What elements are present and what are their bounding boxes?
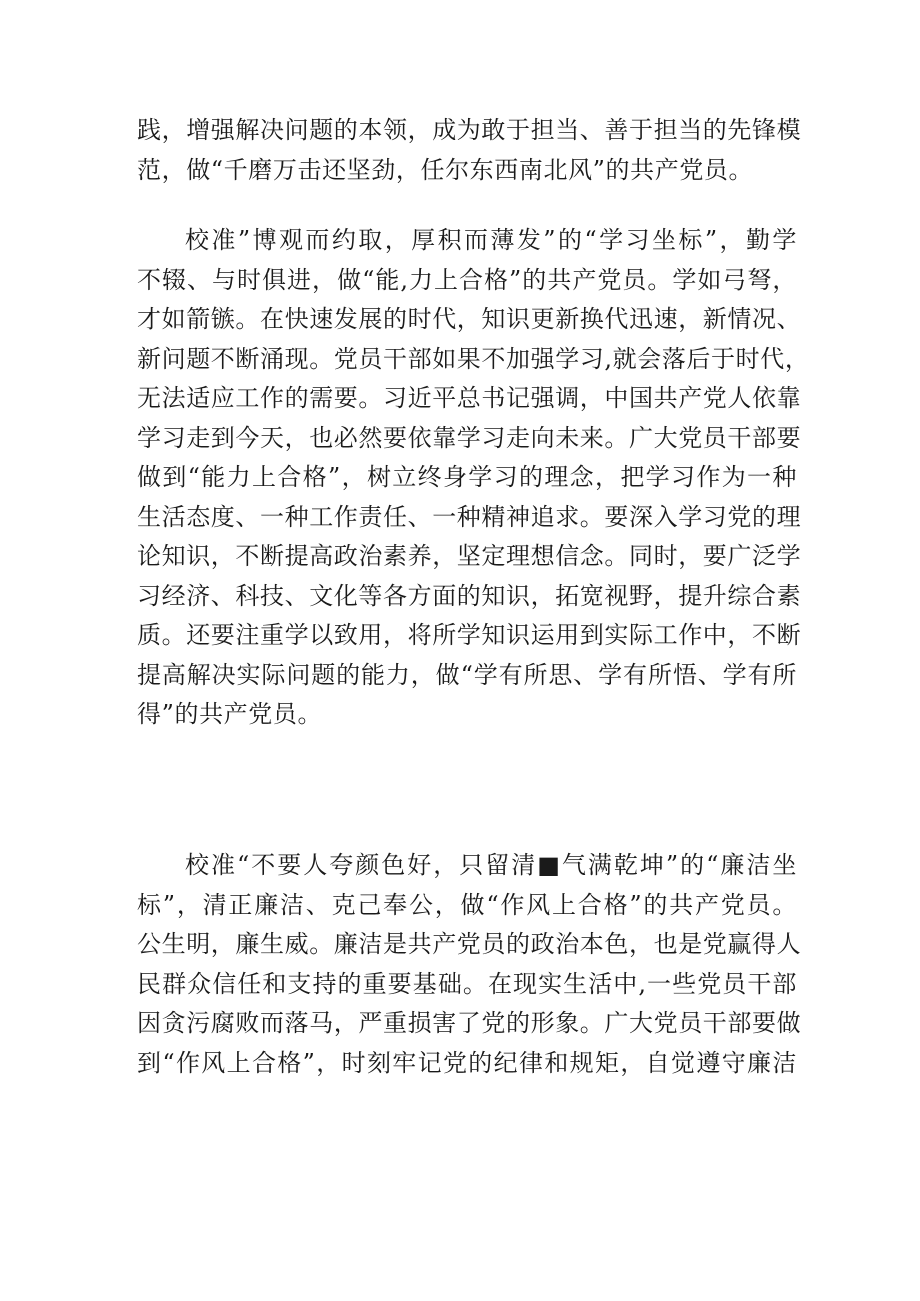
text-line: 校准”博观而约取，厚积而薄发”的“学习坐标”，勤学 — [185, 226, 797, 254]
text-line: 习经济、科技、文化等各方面的知识，拓宽视野，提升综合素 — [137, 581, 802, 610]
text-line: 范，做“千磨万击还坚劲，任尔东西南北风”的共产党员。 — [137, 155, 754, 184]
text-line: 做到“能力上合格”，树立终身学习的理念，把学习作为一种 — [137, 463, 797, 491]
text-line: 提高解决实际问题的能力，做“学有所思、学有所悟、学有所 — [137, 660, 797, 689]
text-line: 因贪污腐败而落马，严重损害了党的形象。广大党员干部要做 — [137, 1009, 802, 1037]
paragraph-continuation — [137, 111, 802, 190]
text-line: 校准“不要人夸颜色好，只留清■气满乾坤”的“廉洁坐 — [185, 851, 797, 879]
text-line: 民群众信任和支持的重要基础。在现实生活中,一些党员干部 — [137, 969, 797, 998]
paragraph-study-coordinate — [137, 221, 810, 735]
text-line: 论知识，不断提高政治素养，坚定理想信念。同时，要广泛学 — [137, 542, 802, 570]
text-line: 到“作风上合格”，时刻牢记党的纪律和规矩，自觉遵守廉洁 — [137, 1048, 797, 1077]
text-line: 生活态度、一种工作责任、一种精神追求。要深入学习党的理 — [137, 502, 802, 531]
text-line: 无法适应工作的需要。习近平总书记强调，中国共产党人依靠 — [137, 384, 802, 412]
text-line: 公生明，廉生威。廉洁是共产党员的政治本色，也是党赢得人 — [137, 930, 802, 958]
text-line: 标”，清正廉洁、克己奉公，做“作风上合格”的共产党员。 — [137, 890, 797, 919]
text-line: 学习走到今天，也必然要依靠学习走向未来。广大党员干部要 — [137, 423, 802, 452]
text-line: 不辍、与时俱进，做“能,力上合格”的共产党员。学如弓弩， — [137, 265, 797, 294]
text-line: 质。还要注重学以致用，将所学知识运用到实际工作中，不断 — [137, 621, 802, 649]
text-line: 才如箭镞。在快速发展的时代，知识更新换代迅速，新情况、 — [137, 305, 802, 333]
text-line: 践，增强解决问题的本领，成为敢于担当、善于担当的先锋模 — [137, 116, 802, 144]
text-line: 新问题不断涌现。党员干部如果不加强学习,就会落后于时代， — [137, 344, 810, 373]
text-line: 得”的共产党员。 — [137, 700, 323, 728]
paragraph-integrity-coordinate — [137, 846, 802, 1083]
